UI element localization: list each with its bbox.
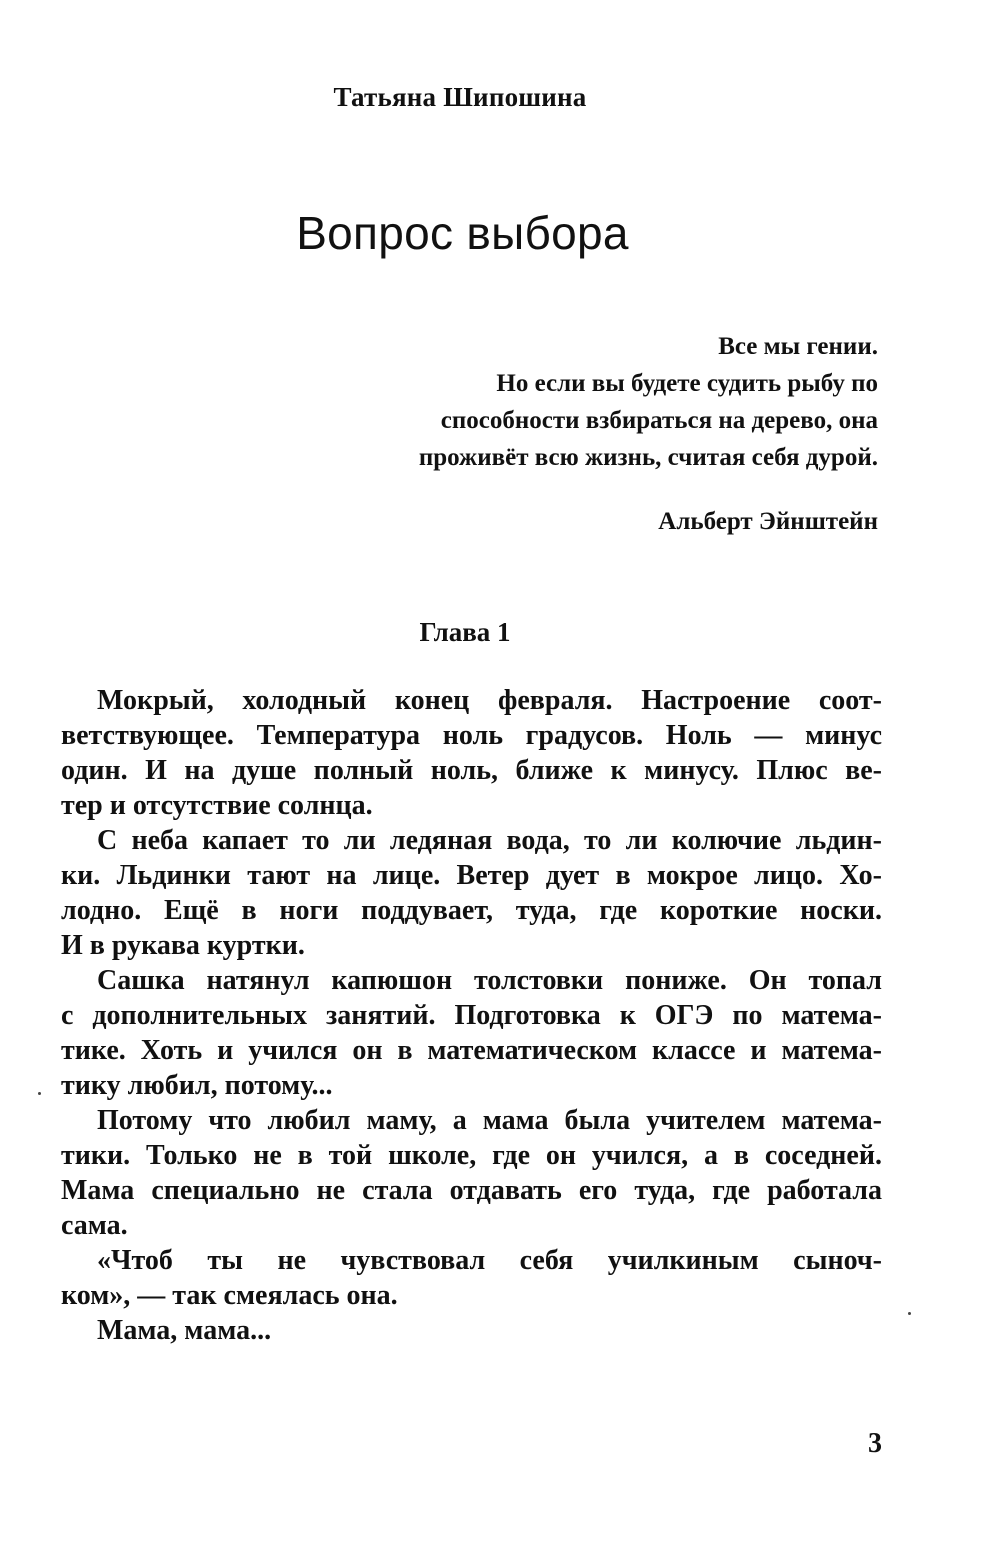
epigraph <box>318 328 878 476</box>
text-line: Мама, мама... <box>97 1315 272 1346</box>
text-line: И в рукава куртки. <box>61 930 305 961</box>
text-line: лодно. Ещё в ноги поддувает, туда, где короткие носки. <box>61 895 882 926</box>
text-line: Мама специально не стала отдавать его туда, где работала <box>61 1175 882 1206</box>
text-line: Сашка натянул капюшон толстовки пониже. Он топал <box>97 965 882 996</box>
scan-speck <box>908 1312 911 1315</box>
text-line: тер и отсутствие солнца. <box>61 790 373 821</box>
page-number: 3 <box>868 1428 882 1459</box>
text-line: С неба капает то ли ледяная вода, то ли колючие льдин- <box>97 825 882 856</box>
text-line: тики. Только не в той школе, где он учился, а в соседней. <box>61 1140 882 1171</box>
text-line: Потому что любил маму, а мама была учителем матема- <box>97 1105 882 1136</box>
epigraph-line: проживёт всю жизнь, считая себя дурой. <box>418 444 878 471</box>
epigraph-line: Но если вы будете судить рыбу по <box>496 370 878 397</box>
epigraph-attribution: Альберт Эйнштейн <box>658 508 878 535</box>
epigraph-line: Все мы гении. <box>718 333 878 360</box>
story-title: Вопрос выбора <box>296 207 629 259</box>
text-line: сама. <box>61 1210 128 1241</box>
text-line: ки. Льдинки тают на лице. Ветер дует в мокрое лицо. Хо- <box>61 860 882 891</box>
text-line: ком», — так смеялась она. <box>61 1280 398 1311</box>
text-line: один. И на душе полный ноль, ближе к минусу. Плюс ве- <box>61 755 882 786</box>
text-line: тике. Хоть и учился он в математическом классе и матема- <box>61 1035 882 1066</box>
body-text <box>61 683 882 1348</box>
text-line: тику любил, потому... <box>61 1070 333 1101</box>
chapter-heading: Глава 1 <box>419 617 511 647</box>
text-line: Мокрый, холодный конец февраля. Настроение соот- <box>97 685 882 716</box>
text-line: ветствующее. Температура ноль градусов. Ноль — минус <box>61 720 882 751</box>
text-line: с дополнительных занятий. Подготовка к ОГЭ по матема- <box>61 1000 882 1031</box>
text-line: «Чтоб ты не чувствовал себя училкиным сыноч- <box>97 1245 882 1276</box>
scan-speck <box>38 1092 41 1095</box>
epigraph-line: способности взбираться на дерево, она <box>440 407 878 434</box>
author-name: Татьяна Шипошина <box>333 82 587 112</box>
